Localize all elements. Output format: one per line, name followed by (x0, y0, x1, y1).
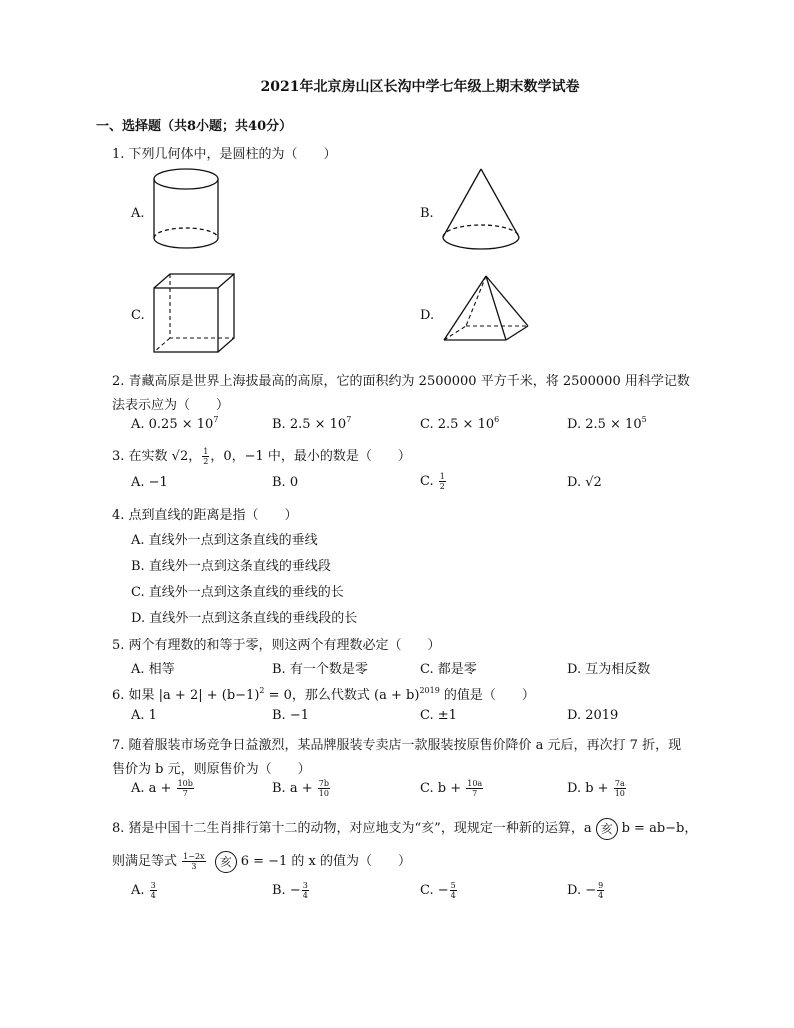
q5-option-c: C. 都是零 (420, 662, 477, 677)
q4-option-c: C. 直线外一点到这条直线的垂线的长 (131, 585, 344, 600)
question-2-stem-line2: 法表示应为（ ） (112, 398, 230, 413)
hai-operator-symbol-2: 亥 (215, 851, 237, 873)
hai-operator-symbol: 亥 (596, 818, 618, 840)
q8-option-c: C. − $\frac{5}{4}$ (420, 881, 456, 900)
question-2-stem-line1: 2. 青藏高原是世界上海拔最高的高原，它的面积约为 2500000 平方千米，将 2500000 用科学记数 (112, 374, 690, 389)
q3-option-c: C. $\frac{1}{2}$ (420, 472, 445, 491)
question-1-stem: 1. 下列几何体中，是圆柱的为（ ） (112, 147, 337, 162)
q4-option-b: B. 直线外一点到这条直线的垂线段 (131, 559, 331, 574)
q2-option-d: D. $2.5 \times 10^5$ (567, 415, 647, 432)
q1-label-d: D. (420, 308, 435, 323)
q6-option-d: D. 2019 (567, 708, 619, 723)
q8-option-d: D. − $\frac{9}{4}$ (567, 881, 604, 900)
question-5-stem: 5. 两个有理数的和等于零，则这两个有理数必定（ ） (112, 638, 441, 653)
q6-option-c: C. ±1 (420, 708, 457, 723)
q2-option-a: A. $0.25 \times 10^7$ (131, 415, 219, 432)
q3-option-d: D. √2 (567, 475, 602, 490)
page-title: 2021年北京房山区长沟中学七年级上期末数学试卷 (260, 79, 580, 95)
q8-option-b: B. − $\frac{3}{4}$ (272, 881, 308, 900)
section-heading: 一、选择题（共8小题；共40分） (96, 119, 293, 134)
cone-figure (438, 165, 528, 260)
q7-option-b: B. a + $\frac{7b}{10}$ (272, 779, 329, 798)
q2-option-b: B. $2.5 \times 10^7$ (272, 415, 352, 432)
question-7-stem-line2: 售价为 b 元，则原售价为（ ） (112, 762, 311, 777)
cube-figure (150, 270, 240, 358)
q2-option-c: C. $2.5 \times 10^6$ (420, 415, 500, 432)
q5-option-b: B. 有一个数是零 (272, 662, 368, 677)
question-8-stem-line1: 8. 猪是中国十二生肖排行第十二的动物，对应地支为“亥”，现规定一种新的运算，a 亥 b = ab−b， (112, 817, 697, 840)
q1-label-c: C. (131, 308, 145, 323)
q7-option-d: D. b + $\frac{7a}{10}$ (567, 779, 625, 798)
q7-option-c: C. b + $\frac{10a}{7}$ (420, 779, 483, 798)
q8-option-a: A. $\frac{3}{4}$ (131, 881, 156, 900)
q5-option-a: A. 相等 (131, 662, 175, 677)
q3-option-b: B. 0 (272, 475, 299, 490)
q6-option-b: B. −1 (272, 708, 309, 723)
pyramid-figure (440, 270, 535, 350)
q4-option-a: A. 直线外一点到这条直线的垂线 (131, 533, 318, 548)
question-6-stem: 6. 如果 $|a + 2| + (b-1)^2 = 0$，那么代数式 $(a + b)^{2019}$ 的值是（ ） (112, 686, 535, 703)
q1-label-a: A. (131, 206, 145, 221)
question-4-stem: 4. 点到直线的距离是指（ ） (112, 508, 298, 523)
q5-option-d: D. 互为相反数 (567, 662, 651, 677)
q4-option-d: D. 直线外一点到这条直线的垂线段的长 (131, 611, 358, 626)
q6-option-a: A. 1 (131, 708, 157, 723)
q7-option-a: A. a + $\frac{10b}{7}$ (131, 779, 193, 798)
question-3-stem: 3. 在实数 √2， $\frac{1}{2}$ ，0，−1 中，最小的数是（ ） (112, 447, 411, 466)
cylinder-figure (148, 165, 228, 255)
q3-option-a: A. −1 (131, 475, 168, 490)
q1-label-b: B. (420, 206, 434, 221)
question-8-stem-line2: 则满足等式 $\frac{1-2x}{3}$ 亥 6 = −1 的 x 的值为（ ） (112, 852, 412, 871)
question-7-stem-line1: 7. 随着服装市场竞争日益激烈，某品牌服装专卖店一款服装按原售价降价 a 元后，再次打 7 折，现 (112, 738, 682, 753)
